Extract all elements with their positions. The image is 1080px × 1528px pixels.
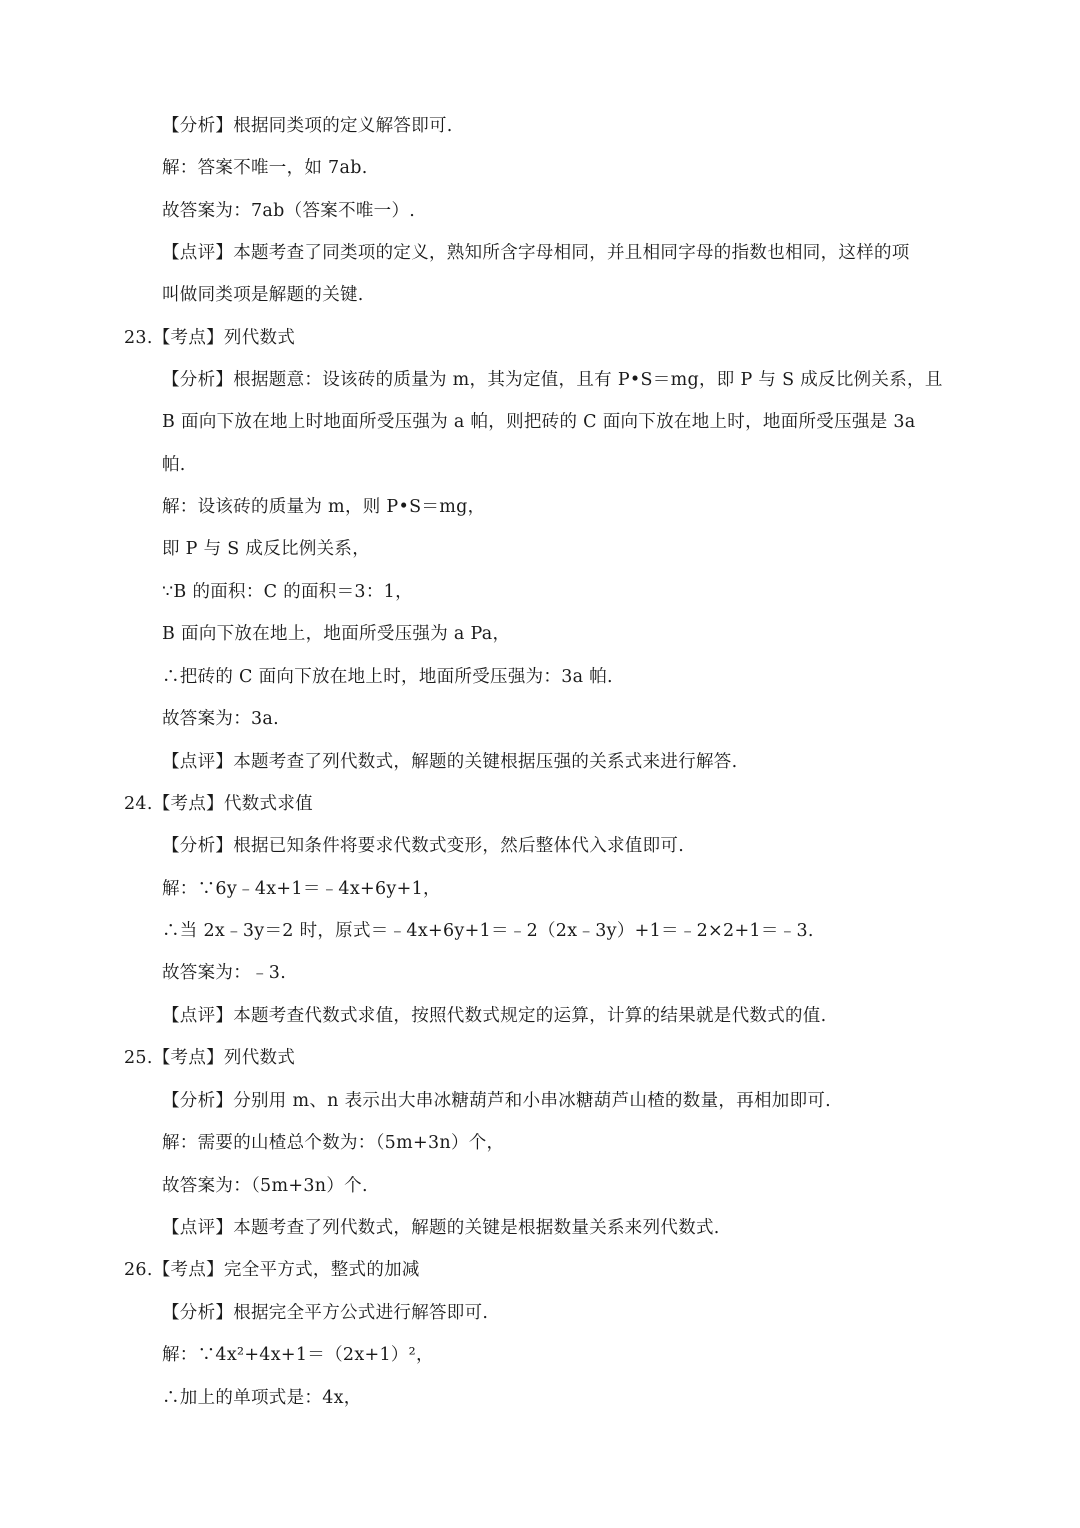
solution-line: 解：∵4x²+4x+1＝（2x+1）²， (162, 1345, 434, 1365)
solution-line: 即 P 与 S 成反比例关系， (162, 539, 371, 559)
answer-line: 故答案为：3a. (162, 709, 280, 729)
comment-line: 【点评】本题考查了列代数式，解题的关键根据压强的关系式来进行解答. (162, 752, 738, 772)
analysis-line: 【分析】根据已知条件将要求代数式变形，然后整体代入求值即可. (162, 836, 685, 856)
solution-line: ∵B 的面积：C 的面积＝3：1， (162, 582, 413, 602)
question-26-heading: 26.【考点】完全平方式，整式的加减 (124, 1260, 420, 1280)
solution-line: 解：答案不唯一，如 7ab. (162, 158, 368, 178)
solution-line: ∴把砖的 C 面向下放在地上时，地面所受压强为：3a 帕. (162, 667, 613, 687)
solution-line: 解：∵6y﹣4x+1＝﹣4x+6y+1， (162, 879, 441, 899)
answer-line: 故答案为：7ab（答案不唯一）. (162, 201, 416, 221)
analysis-line-continued: 帕. (162, 455, 186, 475)
answer-line: 故答案为：（5m+3n）个. (162, 1176, 368, 1196)
comment-line: 【点评】本题考查代数式求值，按照代数式规定的运算，计算的结果就是代数式的值. (162, 1006, 827, 1026)
solution-line: B 面向下放在地上，地面所受压强为 a Pa， (162, 624, 511, 644)
analysis-line: 【分析】根据同类项的定义解答即可. (162, 116, 453, 136)
question-25-heading: 25.【考点】列代数式 (124, 1048, 296, 1068)
question-24-heading: 24.【考点】代数式求值 (124, 794, 313, 814)
comment-line-continued: 叫做同类项是解题的关键. (162, 285, 364, 305)
analysis-line: 【分析】根据完全平方公式进行解答即可. (162, 1303, 489, 1323)
solution-line: ∴当 2x﹣3y＝2 时，原式＝﹣4x+6y+1＝﹣2（2x﹣3y）+1＝﹣2×2+1＝﹣3. (162, 921, 814, 941)
analysis-line: 【分析】根据题意：设该砖的质量为 m，其为定值，且有 P•S＝mg，即 P 与 S 成反比例关系，且 (162, 370, 943, 390)
solution-line: 解：需要的山楂总个数为：（5m+3n）个， (162, 1133, 505, 1153)
analysis-line: 【分析】分别用 m、n 表示出大串冰糖葫芦和小串冰糖葫芦山楂的数量，再相加即可. (162, 1091, 832, 1111)
answer-line: 故答案为：﹣3. (162, 963, 287, 983)
comment-line: 【点评】本题考查了同类项的定义，熟知所含字母相同，并且相同字母的指数也相同，这样的项 (162, 243, 910, 263)
question-23-heading: 23.【考点】列代数式 (124, 328, 296, 348)
solution-line: ∴加上的单项式是：4x， (162, 1388, 362, 1408)
analysis-line-continued: B 面向下放在地上时地面所受压强为 a 帕，则把砖的 C 面向下放在地上时，地面所受压强是 3a (162, 412, 916, 432)
comment-line: 【点评】本题考查了列代数式，解题的关键是根据数量关系来列代数式. (162, 1218, 720, 1238)
solution-line: 解：设该砖的质量为 m，则 P•S＝mg， (162, 497, 486, 517)
